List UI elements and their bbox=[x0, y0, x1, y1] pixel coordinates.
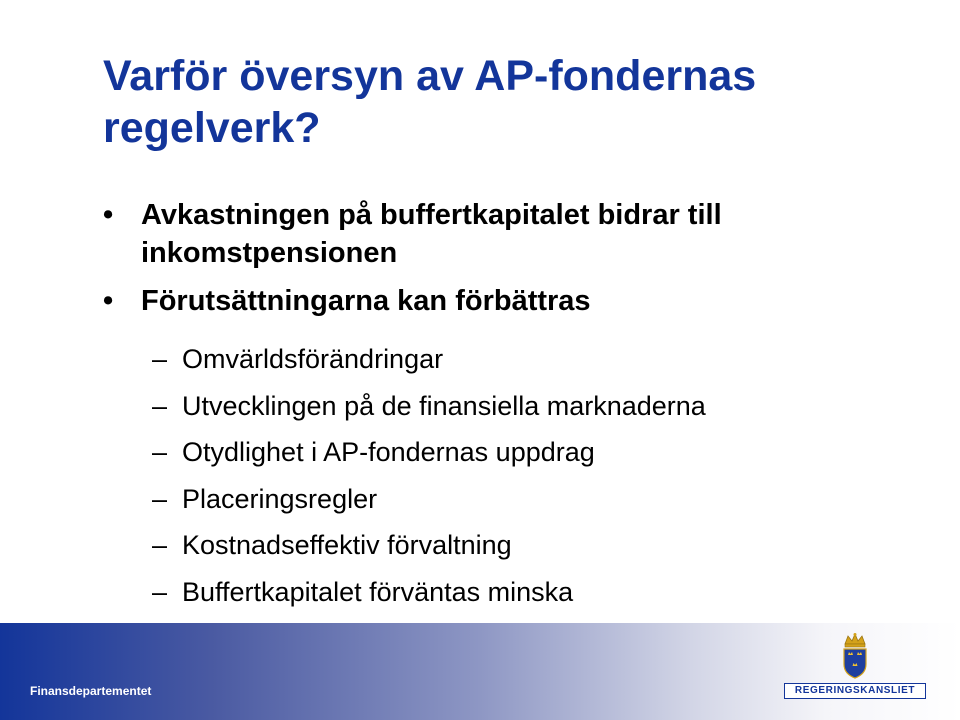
dash-marker: – bbox=[152, 344, 168, 374]
bullet-item bbox=[103, 282, 923, 320]
footer-department: Finansdepartementet bbox=[30, 684, 152, 698]
dash-marker: – bbox=[152, 390, 168, 421]
dash-marker: – bbox=[152, 576, 168, 607]
sub-bullet-text: Placeringsregler bbox=[182, 483, 378, 514]
sub-bullet-item bbox=[152, 383, 872, 430]
bullet-text: Förutsättningarna kan förbättras bbox=[141, 285, 591, 317]
bullet-marker: • bbox=[103, 285, 114, 317]
sub-bullet-text: Utvecklingen på de finansiella marknaderna bbox=[182, 390, 706, 421]
sub-bullet-list bbox=[152, 336, 872, 615]
sub-bullet-item bbox=[152, 569, 872, 616]
sub-bullet-item bbox=[152, 429, 872, 476]
bullet-marker: • bbox=[103, 199, 114, 231]
sub-bullet-item bbox=[152, 522, 872, 569]
logo-text: REGERINGSKANSLIET bbox=[784, 683, 926, 699]
slide-title: Varför översyn av AP-fondernas regelverk? bbox=[103, 52, 757, 152]
regeringskansliet-logo bbox=[780, 632, 930, 702]
sub-bullet-item bbox=[152, 476, 872, 523]
dash-marker: – bbox=[152, 483, 168, 514]
bullet-text: Avkastningen på buffertkapitalet bidrar till inkomstpensionen bbox=[141, 199, 722, 269]
bullet-item bbox=[103, 196, 923, 272]
sub-bullet-text: Kostnadseffektiv förvaltning bbox=[182, 530, 512, 560]
sub-bullet-text: Otydlighet i AP-fondernas uppdrag bbox=[182, 437, 595, 467]
sub-bullet-text: Buffertkapitalet förväntas minska bbox=[182, 576, 574, 607]
sub-bullet-item bbox=[152, 336, 872, 383]
crown-shield-icon bbox=[839, 632, 871, 680]
sub-bullet-text: Omvärldsförändringar bbox=[182, 344, 444, 374]
main-bullet-list bbox=[103, 196, 923, 330]
dash-marker: – bbox=[152, 437, 168, 467]
dash-marker: – bbox=[152, 530, 168, 560]
